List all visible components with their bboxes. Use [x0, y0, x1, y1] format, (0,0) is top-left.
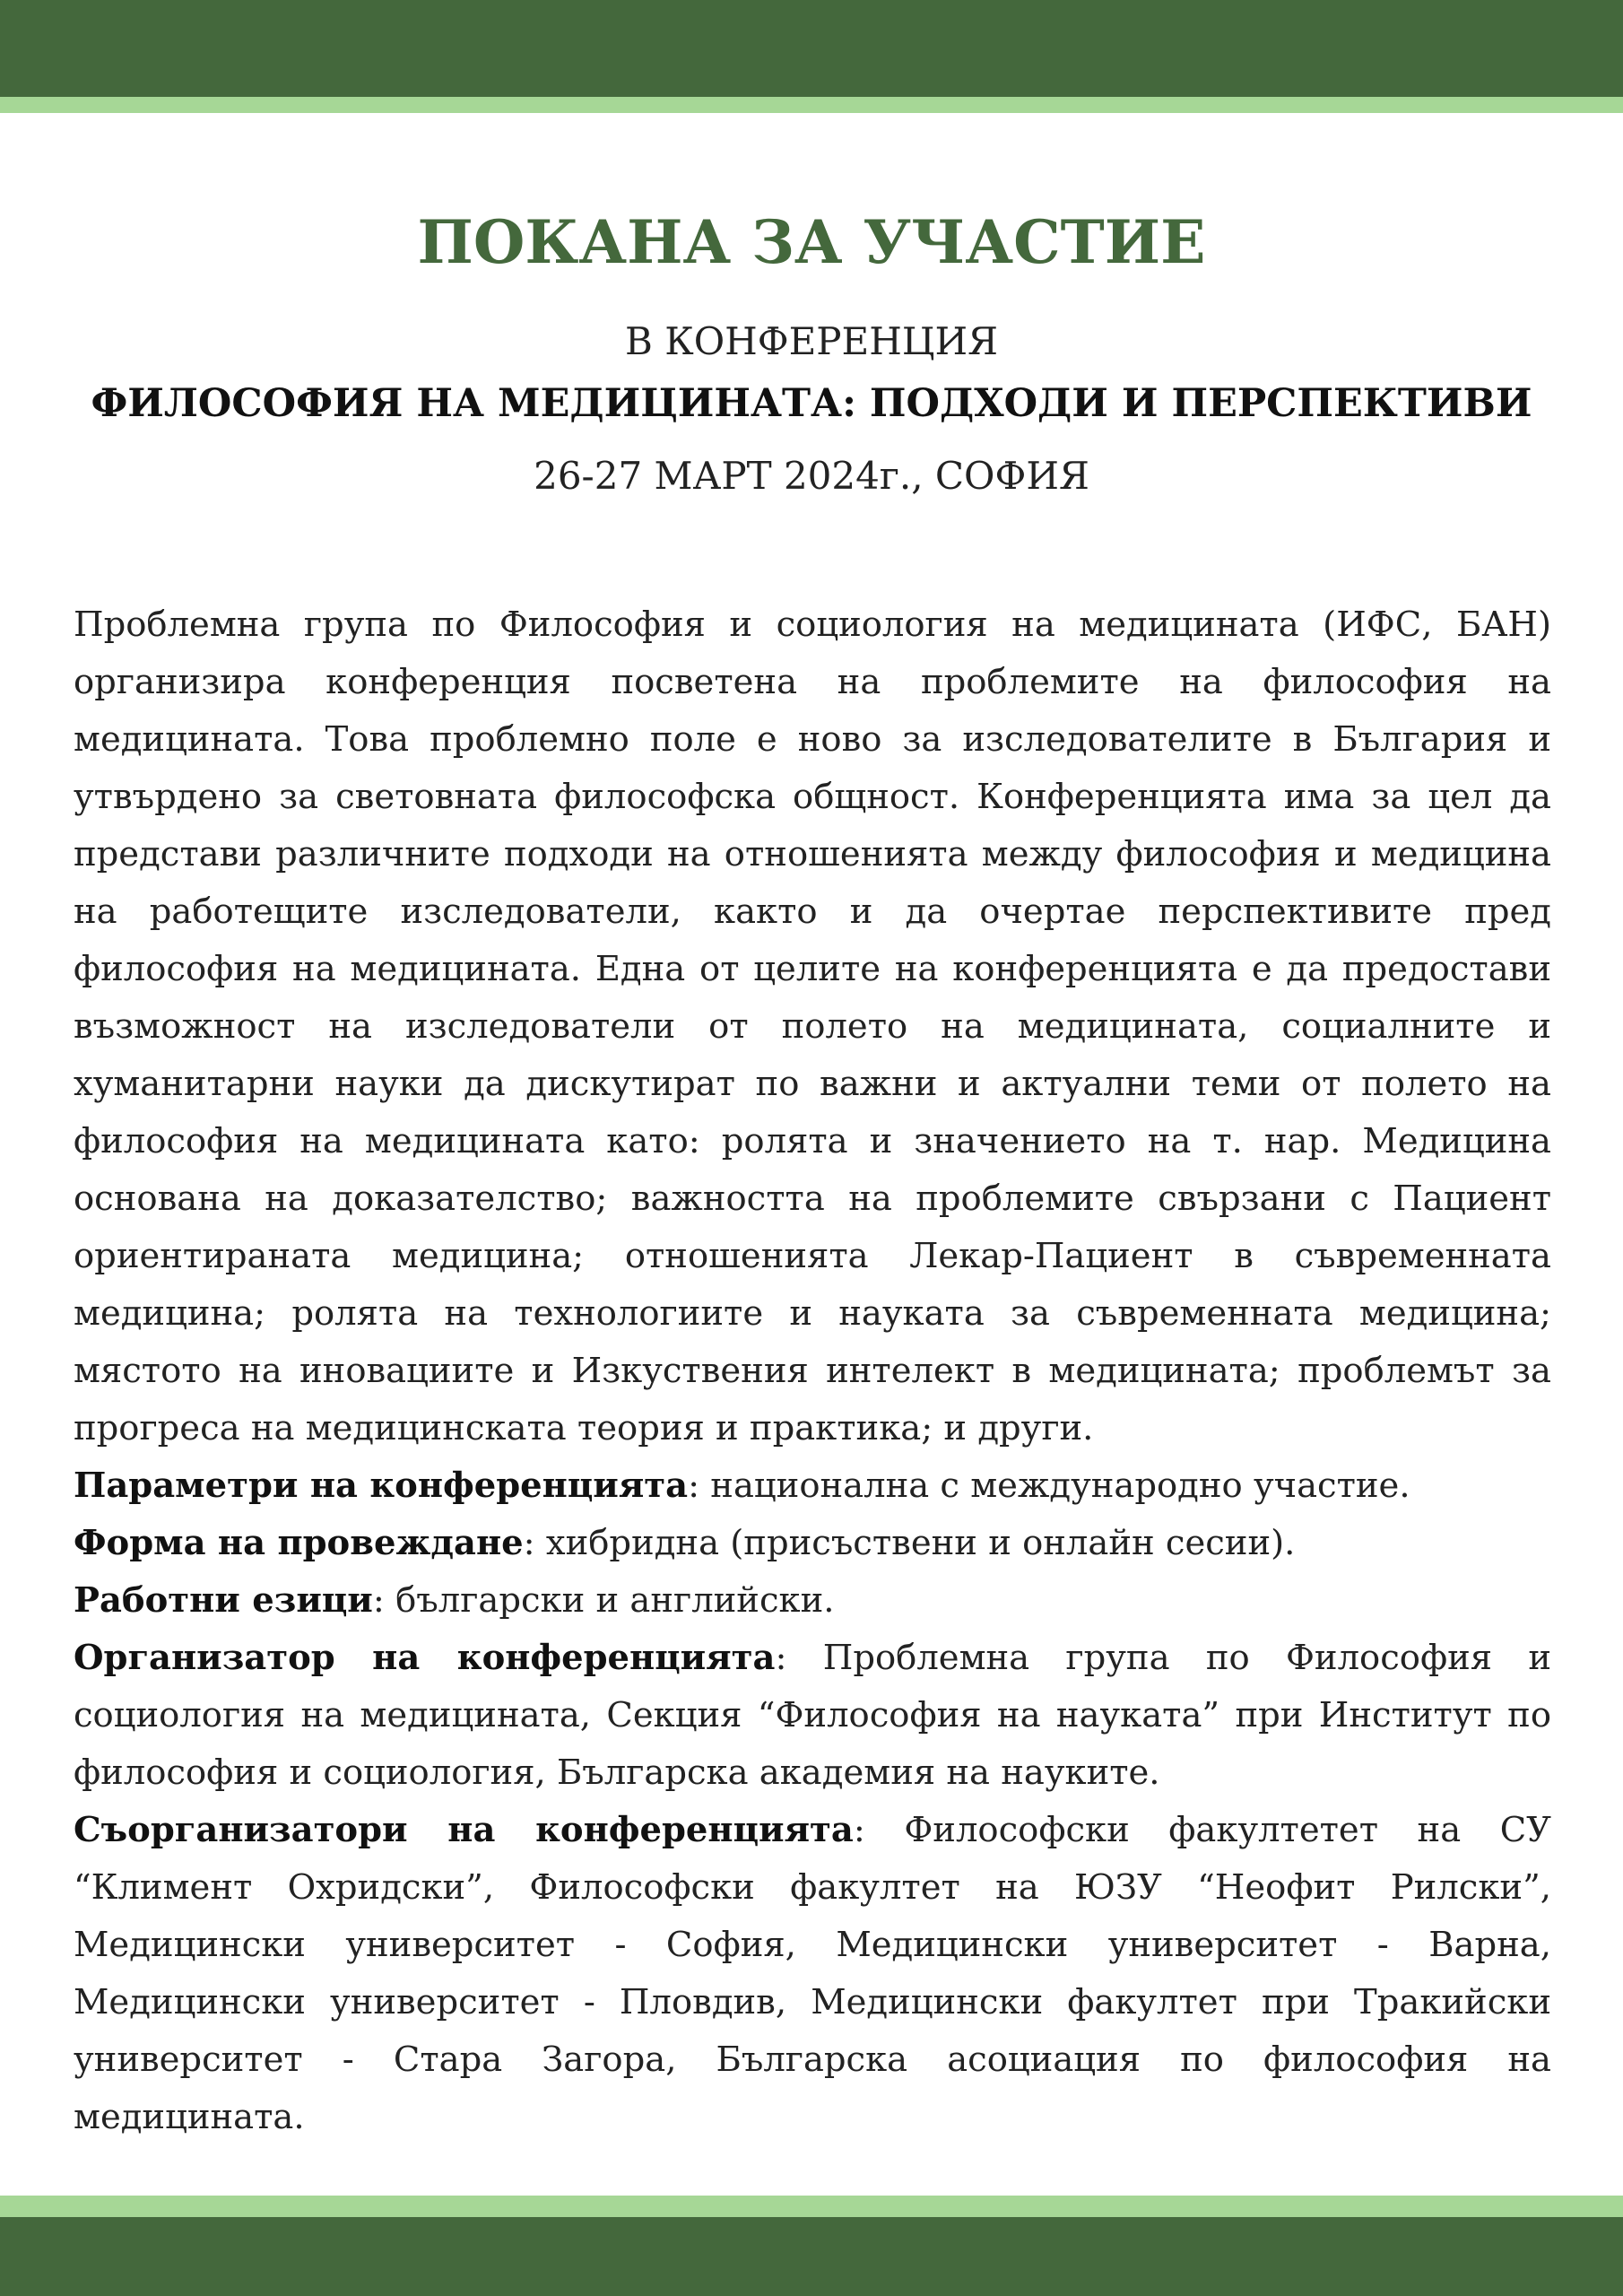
detail-label: Работни езици: [74, 1580, 373, 1621]
top-band-dark: [0, 0, 1623, 97]
invitation-subtitle: В КОНФЕРЕНЦИЯ: [624, 319, 999, 363]
conference-date-place: 26-27 МАРТ 2024г., СОФИЯ: [534, 454, 1089, 498]
detail-text: : български и английски.: [372, 1580, 835, 1621]
bottom-band-light: [0, 2196, 1623, 2217]
intro-paragraph: Проблемна група по Философия и социология на медицината (ИФС, БАН) организира конференция посветена на проблемите на философия на медицината. Това проблемно поле е ново за изследователите в България и утвърдено за световната философска общност. Конференцията има за цел да представи различните подходи на отношенията между философия и медицина на работещите изследователи, както и да очертае перспективите пред философия на медицината. Една от целите на конференцията е да предостави възможност на изследователи от полето на медицината, социалните и хуманитарни науки да дискутират по важни и актуални теми от полето на философия на медицината като: ролята и значението на т. нар. Медицина основана на доказателство; важността на проблемите свързани с Пациент ориентираната медицина; отношенията Лекар-Пациент в съвременната медицина; ролята на технологиите и науката за съвременната медицина; мястото на иновациите и Изкуствения интелект в медицината; проблемът за прогреса на медицинската теория и практика; и други.: [74, 604, 1551, 1448]
bottom-band-dark: [0, 2217, 1623, 2296]
detail-organizer: [74, 1630, 1551, 1802]
detail-label: Организатор на конференцията: [74, 1638, 776, 1678]
detail-label: Форма на провеждане: [74, 1523, 524, 1563]
detail-text: : Проблемна група по Философия и социология на медицината, Секция “Философия на науката” при Институт по философия и социология, Българска академия на науките.: [74, 1638, 1551, 1793]
detail-text: : хибридна (присъствени и онлайн сесии).: [523, 1523, 1296, 1563]
invitation-body: [74, 596, 1551, 2146]
detail-co-organizers: [74, 1802, 1551, 2146]
detail-parameters: [74, 1457, 1551, 1515]
detail-text: : Философски факултетет на СУ “Климент Охридски”, Философски факултет на ЮЗУ “Неофит Рилски”, Медицински университет - София, Медицински университет - Варна, Медицински университет - Пловдив, Медицински факултет при Тракийски университет - Стара Загора, Българска асоциация по философия на медицината.: [74, 1810, 1551, 2137]
detail-label: Параметри на конференцията: [74, 1465, 689, 1506]
detail-languages: [74, 1572, 1551, 1630]
invitation-title: ПОКАНА ЗА УЧАСТИЕ: [417, 207, 1206, 277]
detail-label: Съорганизатори на конференцията: [74, 1810, 854, 1850]
conference-title: ФИЛОСОФИЯ НА МЕДИЦИНАТА: ПОДХОДИ И ПЕРСПЕКТИВИ: [91, 381, 1532, 426]
detail-format: [74, 1515, 1551, 1572]
top-band-light: [0, 97, 1623, 113]
detail-text: : национална с международно участие.: [688, 1465, 1410, 1506]
